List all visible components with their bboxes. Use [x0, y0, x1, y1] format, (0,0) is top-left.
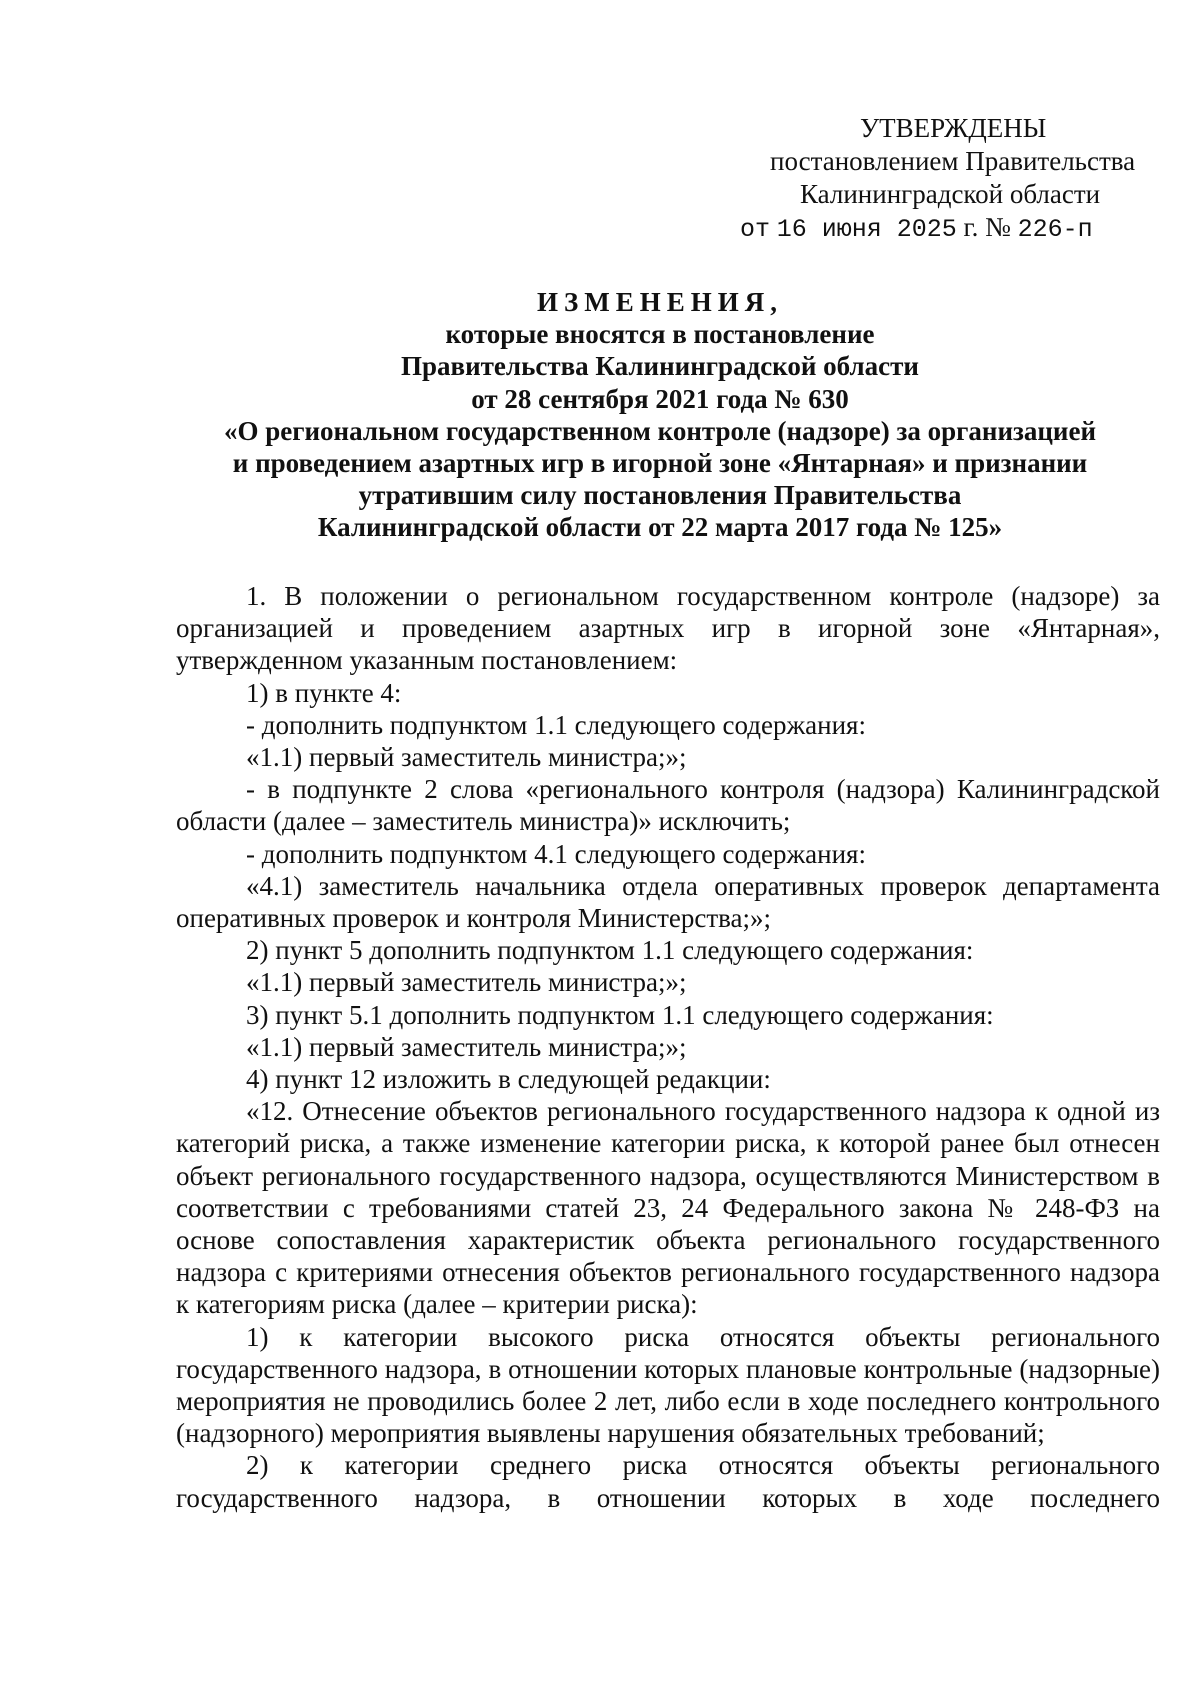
heading-line: Калининградской области от 22 марта 2017 года № 125» [317, 512, 1003, 543]
heading-title: ИЗМЕНЕНИЯ, [536, 287, 783, 317]
paragraph-11: «1.1) первый заместитель министра;»; [246, 1031, 687, 1062]
heading-line: Правительства Калининградской области [401, 351, 919, 382]
heading-line: и проведением азартных игр в игорной зоне «Янтарная» и признании [232, 448, 1088, 479]
paragraph-2: 1) в пункте 4: [246, 677, 402, 708]
paragraph-4: «1.1) первый заместитель министра;»; [246, 742, 687, 773]
approval-line-2: Калининградской области [800, 179, 1101, 209]
paragraph-14: 1) к категории высокого риска относятся объекты регионального государственного надзора, в отношении которых плановые контрольные (надзорные) мероприятия не проводились более 2 лет, либо если в ходе последнего контрольного (надзорного) мероприятия выявлены нарушения обязательных требований; [176, 1321, 1160, 1449]
approval-number: 226-п [1017, 215, 1093, 244]
paragraph-13: «12. Отнесение объектов регионального государственного надзора к одной из категорий риска, а также изменение категории риска, к которой ранее был отнесен объект регионального государственного надзора, осуществляются Министерством в соответствии с требованиями статей 23, 24 Федерального закона № 248-ФЗ на основе сопоставления характеристик объекта регионального государственного надзора с критериями отнесения объектов регионального государственного надзора к категориям риска (далее – критерии риска): [176, 1096, 1160, 1320]
heading-line: утратившим силу постановления Правительства [358, 480, 962, 511]
heading-line: от 28 сентября 2021 года № 630 [471, 383, 849, 414]
approval-line-1: постановлением Правительства [770, 146, 1136, 176]
paragraph-5: - в подпункте 2 слова «регионального контроля (надзора) Калининградской области (далее – заместитель министра)» исключить; [176, 774, 1160, 837]
approval-stamp [740, 112, 1140, 246]
approval-date-prefix: от [740, 215, 771, 244]
paragraph-7: «4.1) заместитель начальника отдела оперативных проверок департамента оперативных проверок и контроля Министерства;»; [176, 870, 1160, 934]
approval-title: УТВЕРЖДЕНЫ [860, 113, 1047, 143]
approval-date-line [740, 211, 1140, 246]
approval-date-value: 16 июня 2025 [776, 215, 957, 244]
paragraph-1: 1. В положении о региональном государственном контроле (надзоре) за организацией и проведением азартных игр в игорной зоне «Янтарная», утвержденном указанным постановлением: [176, 581, 1160, 676]
document-heading [160, 286, 1160, 544]
paragraph-15: 2) к категории среднего риска относятся объекты регионального государственного надзора, в отношении которых в ходе последнего [176, 1450, 1160, 1513]
paragraph-12: 4) пункт 12 изложить в следующей редакции: [246, 1064, 771, 1095]
paragraph-9: «1.1) первый заместитель министра;»; [246, 967, 687, 998]
paragraph-6: - дополнить подпунктом 4.1 следующего содержания: [246, 838, 866, 869]
document-body [176, 580, 1160, 1514]
heading-line: «О региональном государственном контроле (надзоре) за организацией [223, 415, 1097, 446]
heading-line: которые вносятся в постановление [445, 319, 875, 350]
paragraph-8: 2) пункт 5 дополнить подпунктом 1.1 следующего содержания: [246, 935, 974, 966]
approval-date-suffix: г. № [963, 212, 1011, 242]
paragraph-10: 3) пункт 5.1 дополнить подпунктом 1.1 следующего содержания: [246, 999, 994, 1030]
paragraph-3: - дополнить подпунктом 1.1 следующего содержания: [246, 709, 866, 740]
